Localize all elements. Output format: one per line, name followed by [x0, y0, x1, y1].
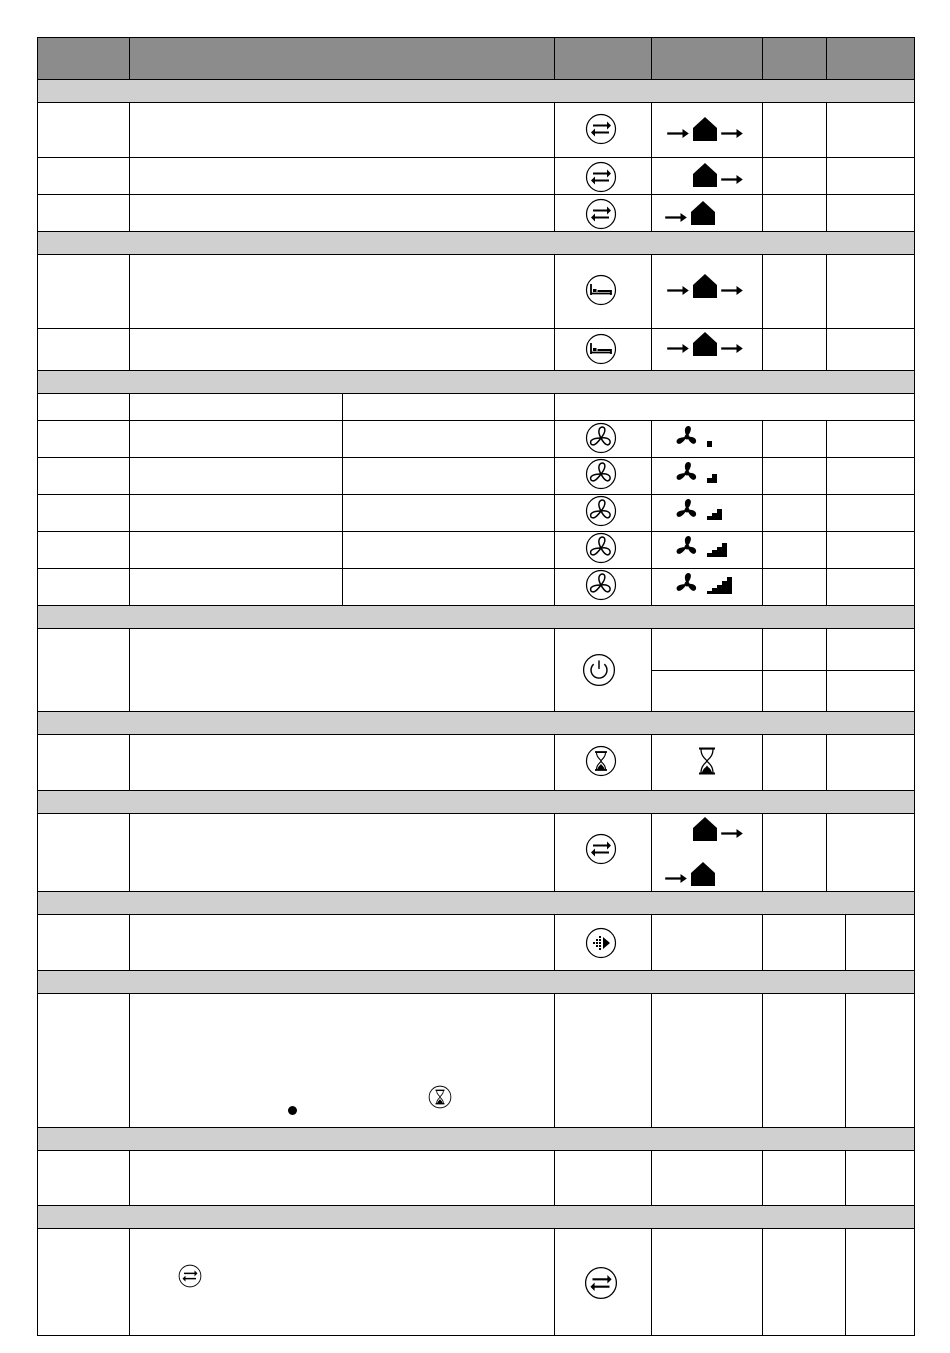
column-divider [129, 813, 130, 891]
row-divider [37, 328, 915, 329]
column-divider [826, 628, 827, 711]
column-divider [651, 420, 652, 605]
column-divider [762, 1228, 763, 1336]
column-divider [762, 1150, 763, 1205]
column-divider [762, 628, 763, 711]
column-divider [762, 254, 763, 370]
row-divider [37, 734, 915, 735]
column-divider [651, 102, 652, 231]
row-divider [37, 254, 915, 255]
bed-icon[interactable] [585, 274, 617, 306]
column-divider [129, 393, 130, 605]
airflow-exchange-icon[interactable] [585, 113, 617, 145]
row-divider [37, 914, 915, 915]
column-divider [129, 628, 130, 711]
airflow-exchange-icon[interactable] [585, 833, 617, 865]
row-divider [37, 790, 915, 791]
fan-speed-level-4 [675, 535, 735, 561]
row-divider [37, 568, 915, 569]
row-divider [37, 970, 915, 971]
alternating-direction-icon [665, 817, 747, 889]
column-divider [129, 37, 130, 79]
row-divider [37, 420, 915, 421]
row-divider [37, 457, 915, 458]
column-divider [554, 102, 555, 231]
function-table [37, 37, 915, 1336]
row-divider [37, 79, 915, 80]
fan-speed-level-2 [675, 461, 735, 487]
column-divider [762, 993, 763, 1127]
column-divider [554, 813, 555, 891]
column-divider [554, 393, 555, 605]
column-divider [554, 1228, 555, 1336]
supply-and-exhaust-icon [667, 332, 747, 358]
row-divider [37, 1228, 915, 1229]
column-divider [554, 254, 555, 370]
fan-icon[interactable] [585, 422, 617, 454]
hourglass-icon[interactable] [585, 745, 617, 777]
column-divider [129, 1150, 130, 1205]
hourglass-icon [697, 747, 717, 775]
fan-icon[interactable] [585, 569, 617, 601]
filter-icon[interactable] [585, 927, 617, 959]
row-divider [37, 494, 915, 495]
column-divider [651, 1150, 652, 1205]
row-divider [37, 194, 915, 195]
column-divider [554, 1150, 555, 1205]
airflow-exchange-icon[interactable] [585, 161, 617, 193]
bed-icon[interactable] [585, 333, 617, 365]
column-divider [826, 254, 827, 370]
row-divider [37, 891, 915, 892]
hourglass-icon [428, 1085, 452, 1109]
airflow-exchange-icon[interactable] [585, 198, 617, 230]
column-divider [651, 993, 652, 1127]
row-divider [37, 157, 915, 158]
column-divider [762, 914, 763, 970]
supply-and-exhaust-icon [667, 274, 747, 300]
column-divider [554, 993, 555, 1127]
row-divider [37, 231, 915, 232]
row-divider [37, 1127, 915, 1128]
row-divider [37, 605, 915, 606]
column-divider [129, 734, 130, 790]
column-divider [762, 813, 763, 891]
fan-speed-level-3 [675, 498, 735, 524]
column-divider [826, 37, 827, 79]
column-divider [129, 993, 130, 1127]
column-divider [762, 102, 763, 231]
column-divider [826, 734, 827, 790]
column-divider [845, 914, 846, 970]
row-divider [37, 370, 915, 371]
column-divider [826, 102, 827, 231]
column-divider [762, 734, 763, 790]
column-divider [651, 1228, 652, 1336]
column-divider [651, 914, 652, 970]
row-divider [37, 813, 915, 814]
column-divider [342, 393, 343, 605]
column-divider [554, 734, 555, 790]
column-divider [651, 813, 652, 891]
row-divider [37, 393, 915, 394]
airflow-exchange-icon [178, 1264, 202, 1288]
row-divider [37, 1205, 915, 1206]
power-icon[interactable] [582, 653, 616, 687]
row-divider [37, 1150, 915, 1151]
column-divider [826, 420, 827, 605]
column-divider [554, 37, 555, 79]
column-divider [554, 914, 555, 970]
column-divider [129, 914, 130, 970]
airflow-exchange-icon[interactable] [584, 1266, 618, 1300]
supply-and-exhaust-icon [667, 117, 747, 143]
exhaust-only-icon [693, 163, 747, 189]
row-divider [37, 711, 915, 712]
column-divider [845, 1228, 846, 1336]
row-divider [37, 102, 915, 103]
column-divider [762, 37, 763, 79]
column-divider [651, 628, 652, 711]
fan-icon[interactable] [585, 532, 617, 564]
column-divider [845, 993, 846, 1127]
column-divider [651, 37, 652, 79]
column-divider [129, 102, 130, 231]
column-divider [651, 734, 652, 790]
bullet-dot-icon [288, 1106, 297, 1115]
row-divider [37, 531, 915, 532]
column-divider [826, 813, 827, 891]
column-divider [845, 1150, 846, 1205]
row-divider [37, 628, 915, 629]
supply-only-icon [665, 201, 719, 227]
column-divider [129, 254, 130, 370]
column-divider [554, 628, 555, 711]
fan-speed-level-5 [675, 572, 740, 598]
row-divider [651, 670, 915, 671]
fan-speed-level-1 [675, 425, 735, 451]
column-divider [651, 254, 652, 370]
column-divider [129, 1228, 130, 1336]
row-divider [37, 993, 915, 994]
fan-icon[interactable] [585, 458, 617, 490]
column-divider [762, 420, 763, 605]
fan-icon[interactable] [585, 495, 617, 527]
